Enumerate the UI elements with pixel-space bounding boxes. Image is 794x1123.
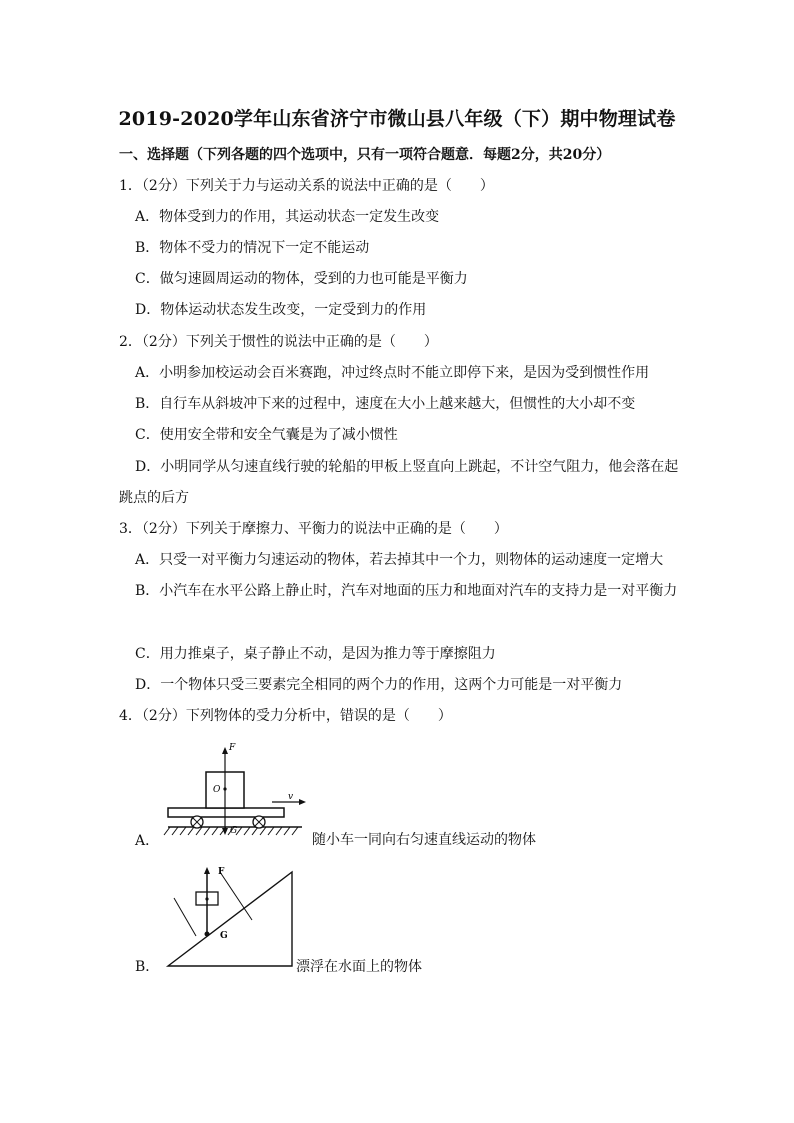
question-1-option-c[interactable]: C．做匀速圆周运动的物体，受到的力也可能是平衡力 bbox=[135, 271, 468, 287]
question-4-stem: 4．（2分）下列物体的受力分析中，错误的是（ ） bbox=[119, 708, 452, 724]
gravity-g-label-b: G bbox=[220, 931, 228, 941]
question-4-option-a-label[interactable]: A． bbox=[135, 833, 160, 849]
section-heading: 一、选择题（下列各题的四个选项中，只有一项符合题意．每题2分，共20分） bbox=[119, 147, 611, 163]
velocity-v-label: v bbox=[288, 792, 294, 802]
question-2-option-d-continued: 跳点的后方 bbox=[119, 490, 189, 506]
gravity-g-label: G bbox=[230, 826, 238, 836]
question-1-option-b[interactable]: B．物体不受力的情况下一定不能运动 bbox=[135, 240, 370, 256]
question-1-option-d[interactable]: D．物体运动状态发生改变，一定受到力的作用 bbox=[135, 302, 427, 318]
force-f-label-b: F bbox=[218, 867, 225, 877]
question-1-stem: 1．（2分）下列关于力与运动关系的说法中正确的是（ ） bbox=[119, 178, 494, 194]
exam-title: 2019-2020学年山东省济宁市微山县八年级（下）期中物理试卷 bbox=[118, 108, 676, 130]
question-1-option-a[interactable]: A．物体受到力的作用，其运动状态一定发生改变 bbox=[135, 209, 440, 225]
question-3-option-a[interactable]: A．只受一对平衡力匀速运动的物体，若去掉其中一个力，则物体的运动速度一定增大 bbox=[135, 552, 664, 568]
cart-wheel-right bbox=[253, 816, 265, 828]
question-2-option-d[interactable]: D．小明同学从匀速直线行驶的轮船的甲板上竖直向上跳起，不计空气阻力，他会落在起 bbox=[135, 459, 679, 475]
question-4-option-b-label[interactable]: B． bbox=[135, 959, 160, 975]
question-2-option-c[interactable]: C．使用安全带和安全气囊是为了减小惯性 bbox=[135, 427, 398, 443]
question-3-stem: 3．（2分）下列关于摩擦力、平衡力的说法中正确的是（ ） bbox=[119, 521, 508, 537]
question-2-stem: 2．（2分）下列关于惯性的说法中正确的是（ ） bbox=[119, 334, 438, 350]
question-3-option-c[interactable]: C．用力推桌子，桌子静止不动，是因为推力等于摩擦阻力 bbox=[135, 646, 496, 662]
question-3-option-b[interactable]: B．小汽车在水平公路上静止时，汽车对地面的压力和地面对汽车的支持力是一对平衡力 bbox=[135, 583, 678, 599]
point-o-label: O bbox=[213, 785, 221, 795]
force-f-label: F bbox=[229, 743, 236, 753]
question-3-option-d[interactable]: D．一个物体只受三要素完全相同的两个力的作用，这两个力可能是一对平衡力 bbox=[135, 677, 623, 693]
question-2-option-b[interactable]: B．自行车从斜坡冲下来的过程中，速度在大小上越来越大，但惯性的大小却不变 bbox=[135, 396, 636, 412]
cart-block-diagram bbox=[160, 738, 310, 842]
cart-wheel-left bbox=[191, 816, 203, 828]
question-4-option-a-caption: 随小车一同向右匀速直线运动的物体 bbox=[312, 832, 536, 848]
question-4-option-b-caption: 漂浮在水面上的物体 bbox=[296, 959, 422, 975]
incline-block-diagram bbox=[160, 862, 298, 970]
question-2-option-a[interactable]: A．小明参加校运动会百米赛跑，冲过终点时不能立即停下来，是因为受到惯性作用 bbox=[135, 365, 650, 381]
